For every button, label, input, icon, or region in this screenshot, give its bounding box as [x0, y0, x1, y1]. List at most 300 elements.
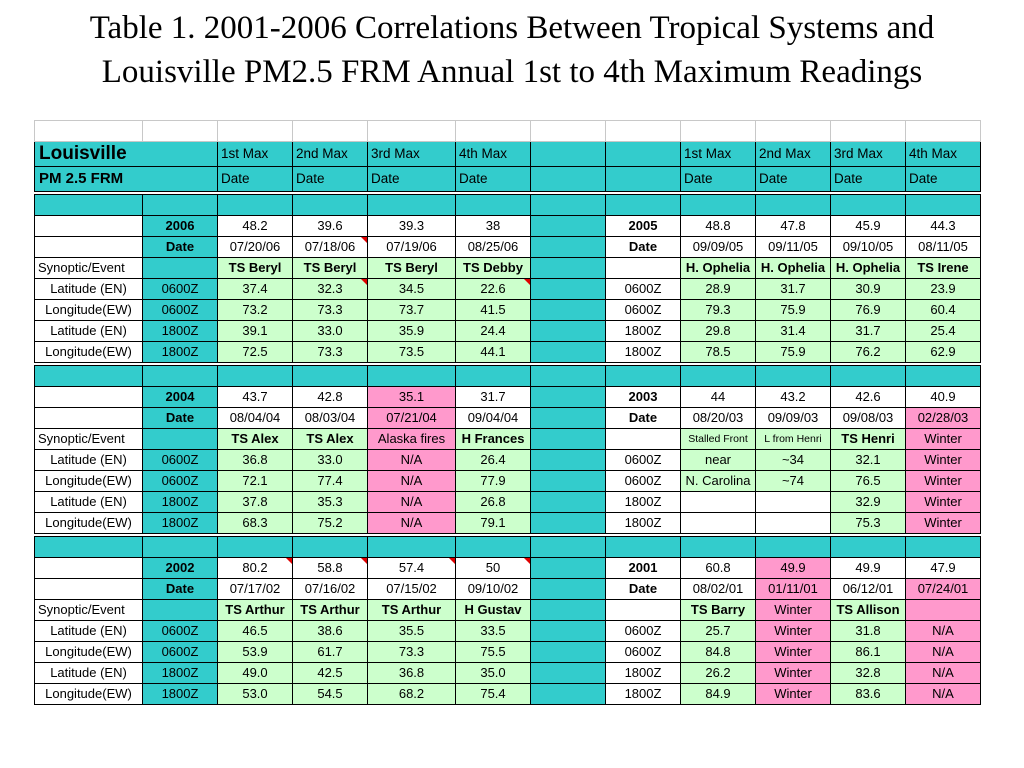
year-label: 2003: [606, 387, 681, 408]
separator-cell: [531, 366, 606, 387]
table-title: [0, 6, 1024, 94]
time-label: 0600Z: [143, 471, 218, 492]
separator-cell: [456, 366, 531, 387]
spacer-cell: [531, 408, 606, 429]
value-cell: 41.5: [456, 300, 531, 321]
separator-cell: [606, 195, 681, 216]
row-label-latitude: Latitude (EN): [35, 621, 143, 642]
time-label: 1800Z: [143, 513, 218, 534]
value-cell: 79.1: [456, 513, 531, 534]
row-label-latitude: Latitude (EN): [35, 492, 143, 513]
value-cell: 46.5: [218, 621, 293, 642]
value-cell: 09/11/05: [756, 237, 831, 258]
value-cell: 33.5: [456, 621, 531, 642]
empty-cell: [143, 258, 218, 279]
row-label-latitude: Latitude (EN): [35, 663, 143, 684]
value-cell: 61.7: [293, 642, 368, 663]
value-cell: Winter: [906, 450, 981, 471]
value-cell: 23.9: [906, 279, 981, 300]
max-label-2: 2nd Max: [756, 142, 831, 167]
spacer-cell: [531, 492, 606, 513]
date-label: Date: [606, 237, 681, 258]
value-cell: TS Allison: [831, 600, 906, 621]
value-cell: 62.9: [906, 342, 981, 363]
time-label: 0600Z: [143, 642, 218, 663]
separator-cell: [831, 537, 906, 558]
value-cell: 09/10/02: [456, 579, 531, 600]
spacer-cell: [531, 216, 606, 237]
value-cell: 32.3: [293, 279, 368, 300]
value-cell: 26.8: [456, 492, 531, 513]
value-cell: 57.4: [368, 558, 456, 579]
value-cell: Winter: [906, 429, 981, 450]
empty-cell: [606, 258, 681, 279]
spacer-cell: [531, 142, 606, 167]
separator-cell: [681, 366, 756, 387]
value-cell: 07/15/02: [368, 579, 456, 600]
value-cell: 50: [456, 558, 531, 579]
separator-cell: [143, 195, 218, 216]
value-cell: 35.3: [293, 492, 368, 513]
date-header: Date: [681, 167, 756, 192]
date-header: Date: [456, 167, 531, 192]
value-cell: 48.8: [681, 216, 756, 237]
value-cell: 84.8: [681, 642, 756, 663]
value-cell: H. Ophelia: [756, 258, 831, 279]
year-label: 2001: [606, 558, 681, 579]
row-label-empty: [35, 387, 143, 408]
max-label-3: 3rd Max: [831, 142, 906, 167]
value-cell: 45.9: [831, 216, 906, 237]
value-cell: 49.9: [831, 558, 906, 579]
value-cell: 43.7: [218, 387, 293, 408]
value-cell: N/A: [368, 513, 456, 534]
value-cell: 07/18/06: [293, 237, 368, 258]
value-cell: TS Arthur: [368, 600, 456, 621]
time-label: 1800Z: [606, 663, 681, 684]
correlation-table: [34, 120, 981, 705]
value-cell: 02/28/03: [906, 408, 981, 429]
value-cell: TS Irene: [906, 258, 981, 279]
value-cell: N/A: [368, 450, 456, 471]
value-cell: 26.2: [681, 663, 756, 684]
grid-cell: [756, 121, 831, 142]
value-cell: Stalled Front: [681, 429, 756, 450]
separator-cell: [681, 195, 756, 216]
separator-cell: [606, 366, 681, 387]
empty-cell: [606, 429, 681, 450]
value-cell: 07/24/01: [906, 579, 981, 600]
empty-cell: [143, 429, 218, 450]
spacer-cell: [531, 387, 606, 408]
separator-cell: [35, 537, 143, 558]
spacer-cell: [531, 621, 606, 642]
value-cell: N/A: [906, 621, 981, 642]
value-cell: H. Ophelia: [681, 258, 756, 279]
value-cell: TS Alex: [218, 429, 293, 450]
date-header: Date: [831, 167, 906, 192]
date-header: Date: [293, 167, 368, 192]
table-row: [35, 237, 981, 258]
value-cell: N/A: [906, 663, 981, 684]
time-label: 0600Z: [606, 279, 681, 300]
value-cell: TS Beryl: [368, 258, 456, 279]
value-cell: TS Alex: [293, 429, 368, 450]
value-cell: 54.5: [293, 684, 368, 705]
value-cell: 40.9: [906, 387, 981, 408]
separator-cell: [831, 366, 906, 387]
empty-cell: [143, 600, 218, 621]
value-cell: 58.8: [293, 558, 368, 579]
value-cell: 38.6: [293, 621, 368, 642]
row-label-latitude: Latitude (EN): [35, 279, 143, 300]
grid-cell: [35, 121, 143, 142]
value-cell: Winter: [906, 492, 981, 513]
value-cell: Winter: [756, 684, 831, 705]
value-cell: 35.9: [368, 321, 456, 342]
separator-cell: [35, 366, 143, 387]
header-row-date: [35, 167, 981, 192]
date-label: Date: [606, 408, 681, 429]
value-cell: Winter: [906, 513, 981, 534]
value-cell: Alaska fires: [368, 429, 456, 450]
header-row-max: [35, 142, 981, 167]
value-cell: Winter: [906, 471, 981, 492]
separator-cell: [218, 195, 293, 216]
max-label-1: 1st Max: [218, 142, 293, 167]
table-row: [35, 387, 981, 408]
table-row: [35, 621, 981, 642]
grid-cell: [531, 121, 606, 142]
value-cell: TS Arthur: [218, 600, 293, 621]
row-label-synoptic: Synoptic/Event: [35, 258, 143, 279]
time-label: 1800Z: [606, 513, 681, 534]
value-cell: N/A: [906, 684, 981, 705]
grid-cell: [368, 121, 456, 142]
separator-cell: [293, 366, 368, 387]
value-cell: H Frances: [456, 429, 531, 450]
spacer-cell: [531, 258, 606, 279]
table-row: [35, 558, 981, 579]
value-cell: TS Arthur: [293, 600, 368, 621]
separator-cell: [756, 195, 831, 216]
value-cell: near: [681, 450, 756, 471]
value-cell: 84.9: [681, 684, 756, 705]
value-cell: H Gustav: [456, 600, 531, 621]
row-label-longitude: Longitude(EW): [35, 471, 143, 492]
value-cell: 72.1: [218, 471, 293, 492]
max-label-2: 2nd Max: [293, 142, 368, 167]
value-cell: 09/09/03: [756, 408, 831, 429]
table-row: [35, 600, 981, 621]
table-row: [35, 579, 981, 600]
row-label-latitude: Latitude (EN): [35, 450, 143, 471]
spacer-cell: [531, 342, 606, 363]
time-label: 1800Z: [143, 342, 218, 363]
separator-cell: [456, 195, 531, 216]
value-cell: 73.3: [293, 342, 368, 363]
separator-cell: [606, 537, 681, 558]
value-cell: TS Henri: [831, 429, 906, 450]
value-cell: 86.1: [831, 642, 906, 663]
value-cell: 06/12/01: [831, 579, 906, 600]
value-cell: 31.7: [456, 387, 531, 408]
value-cell: 42.5: [293, 663, 368, 684]
table-row: [35, 471, 981, 492]
value-cell: Winter: [756, 642, 831, 663]
time-label: 0600Z: [606, 450, 681, 471]
table-row: [35, 663, 981, 684]
value-cell: 36.8: [368, 663, 456, 684]
time-label: 0600Z: [143, 279, 218, 300]
value-cell: 73.5: [368, 342, 456, 363]
separator-cell: [906, 195, 981, 216]
value-cell: [756, 513, 831, 534]
spacer-cell: [531, 513, 606, 534]
value-cell: 31.4: [756, 321, 831, 342]
value-cell: 36.8: [218, 450, 293, 471]
separator-row: [35, 366, 981, 387]
value-cell: 38: [456, 216, 531, 237]
value-cell: 26.4: [456, 450, 531, 471]
separator-cell: [368, 195, 456, 216]
time-label: 0600Z: [143, 450, 218, 471]
value-cell: 76.5: [831, 471, 906, 492]
spacer-cell: [531, 663, 606, 684]
separator-cell: [906, 366, 981, 387]
monitor-label: PM 2.5 FRM: [35, 167, 218, 192]
spacer-cell: [531, 471, 606, 492]
value-cell: 31.7: [831, 321, 906, 342]
grid-cell: [293, 121, 368, 142]
value-cell: 39.1: [218, 321, 293, 342]
time-label: 0600Z: [606, 300, 681, 321]
date-label: Date: [143, 579, 218, 600]
separator-cell: [368, 537, 456, 558]
value-cell: 73.2: [218, 300, 293, 321]
value-cell: TS Beryl: [218, 258, 293, 279]
value-cell: 49.9: [756, 558, 831, 579]
value-cell: 07/17/02: [218, 579, 293, 600]
table-row: [35, 492, 981, 513]
value-cell: 68.2: [368, 684, 456, 705]
value-cell: 07/21/04: [368, 408, 456, 429]
value-cell: 22.6: [456, 279, 531, 300]
separator-cell: [218, 537, 293, 558]
spacer-cell: [531, 167, 606, 192]
value-cell: [681, 492, 756, 513]
max-label-4: 4th Max: [456, 142, 531, 167]
max-label-1: 1st Max: [681, 142, 756, 167]
value-cell: 73.3: [293, 300, 368, 321]
value-cell: 48.2: [218, 216, 293, 237]
date-header: Date: [906, 167, 981, 192]
row-label-longitude: Longitude(EW): [35, 684, 143, 705]
max-label-4: 4th Max: [906, 142, 981, 167]
value-cell: 08/25/06: [456, 237, 531, 258]
spacer-cell: [606, 142, 681, 167]
grid-cell: [606, 121, 681, 142]
value-cell: 08/03/04: [293, 408, 368, 429]
value-cell: 35.1: [368, 387, 456, 408]
value-cell: 44: [681, 387, 756, 408]
date-label: Date: [606, 579, 681, 600]
value-cell: Winter: [756, 663, 831, 684]
value-cell: [681, 513, 756, 534]
separator-cell: [368, 366, 456, 387]
date-header: Date: [756, 167, 831, 192]
time-label: 1800Z: [143, 684, 218, 705]
row-label-empty: [35, 579, 143, 600]
spacer-cell: [531, 558, 606, 579]
table-row: [35, 408, 981, 429]
separator-cell: [681, 537, 756, 558]
value-cell: 32.9: [831, 492, 906, 513]
value-cell: 31.7: [756, 279, 831, 300]
value-cell: 47.8: [756, 216, 831, 237]
grid-cell: [218, 121, 293, 142]
value-cell: 29.8: [681, 321, 756, 342]
spacer-cell: [531, 579, 606, 600]
value-cell: 09/09/05: [681, 237, 756, 258]
value-cell: 60.4: [906, 300, 981, 321]
value-cell: 25.4: [906, 321, 981, 342]
value-cell: 53.0: [218, 684, 293, 705]
spacer-cell: [531, 300, 606, 321]
value-cell: 09/08/03: [831, 408, 906, 429]
table-row: [35, 342, 981, 363]
table-row: [35, 321, 981, 342]
value-cell: 08/02/01: [681, 579, 756, 600]
row-label-empty: [35, 216, 143, 237]
year-label: 2004: [143, 387, 218, 408]
time-label: 0600Z: [606, 642, 681, 663]
time-label: 0600Z: [143, 300, 218, 321]
row-label-empty: [35, 237, 143, 258]
date-label: Date: [143, 408, 218, 429]
value-cell: 28.9: [681, 279, 756, 300]
value-cell: [906, 600, 981, 621]
time-label: 1800Z: [143, 492, 218, 513]
time-label: 1800Z: [143, 321, 218, 342]
value-cell: 76.2: [831, 342, 906, 363]
value-cell: 53.9: [218, 642, 293, 663]
value-cell: Winter: [756, 600, 831, 621]
value-cell: 75.4: [456, 684, 531, 705]
value-cell: TS Barry: [681, 600, 756, 621]
value-cell: 44.1: [456, 342, 531, 363]
value-cell: 77.9: [456, 471, 531, 492]
value-cell: 30.9: [831, 279, 906, 300]
spacer-cell: [531, 237, 606, 258]
table-row: [35, 513, 981, 534]
year-label: 2002: [143, 558, 218, 579]
time-label: 1800Z: [606, 492, 681, 513]
value-cell: 07/16/02: [293, 579, 368, 600]
separator-cell: [143, 537, 218, 558]
value-cell: 37.4: [218, 279, 293, 300]
value-cell: H. Ophelia: [831, 258, 906, 279]
title-line-2: Louisville PM2.5 FRM Annual 1st to 4th Maximum Readings: [101, 54, 923, 90]
value-cell: 73.3: [368, 642, 456, 663]
value-cell: 25.7: [681, 621, 756, 642]
value-cell: 09/10/05: [831, 237, 906, 258]
value-cell: 39.3: [368, 216, 456, 237]
title-line-1: Table 1. 2001-2006 Correlations Between Tropical Systems and: [89, 10, 935, 46]
value-cell: 08/11/05: [906, 237, 981, 258]
value-cell: 33.0: [293, 321, 368, 342]
separator-cell: [456, 537, 531, 558]
value-cell: 72.5: [218, 342, 293, 363]
spacer-cell: [531, 450, 606, 471]
empty-cell: [606, 600, 681, 621]
value-cell: 42.8: [293, 387, 368, 408]
value-cell: ~74: [756, 471, 831, 492]
time-label: 0600Z: [606, 621, 681, 642]
value-cell: 77.4: [293, 471, 368, 492]
value-cell: N/A: [906, 642, 981, 663]
value-cell: Winter: [756, 621, 831, 642]
separator-cell: [756, 366, 831, 387]
separator-row: [35, 195, 981, 216]
time-label: 1800Z: [606, 684, 681, 705]
value-cell: 32.8: [831, 663, 906, 684]
date-label: Date: [143, 237, 218, 258]
separator-cell: [218, 366, 293, 387]
grid-cell: [456, 121, 531, 142]
value-cell: 80.2: [218, 558, 293, 579]
table-row: [35, 279, 981, 300]
max-label-3: 3rd Max: [368, 142, 456, 167]
value-cell: 49.0: [218, 663, 293, 684]
separator-cell: [35, 195, 143, 216]
value-cell: 47.9: [906, 558, 981, 579]
spacer-cell: [531, 642, 606, 663]
row-label-longitude: Longitude(EW): [35, 342, 143, 363]
value-cell: 44.3: [906, 216, 981, 237]
time-label: 1800Z: [606, 321, 681, 342]
spacer-cell: [531, 429, 606, 450]
value-cell: 37.8: [218, 492, 293, 513]
value-cell: N/A: [368, 492, 456, 513]
spacer-cell: [531, 321, 606, 342]
value-cell: 75.9: [756, 300, 831, 321]
row-label-longitude: Longitude(EW): [35, 513, 143, 534]
value-cell: N/A: [368, 471, 456, 492]
value-cell: 07/19/06: [368, 237, 456, 258]
row-label-longitude: Longitude(EW): [35, 300, 143, 321]
table-row: [35, 642, 981, 663]
value-cell: 35.0: [456, 663, 531, 684]
spacer-cell: [531, 600, 606, 621]
value-cell: 73.7: [368, 300, 456, 321]
value-cell: 35.5: [368, 621, 456, 642]
row-label-synoptic: Synoptic/Event: [35, 429, 143, 450]
date-header: Date: [218, 167, 293, 192]
value-cell: 08/04/04: [218, 408, 293, 429]
time-label: 0600Z: [143, 621, 218, 642]
separator-cell: [831, 195, 906, 216]
value-cell: 33.0: [293, 450, 368, 471]
spacer-cell: [531, 684, 606, 705]
separator-cell: [906, 537, 981, 558]
date-header: Date: [368, 167, 456, 192]
grid-cell: [143, 121, 218, 142]
city-label: Louisville: [35, 142, 218, 167]
value-cell: TS Debby: [456, 258, 531, 279]
value-cell: 32.1: [831, 450, 906, 471]
time-label: 1800Z: [606, 342, 681, 363]
